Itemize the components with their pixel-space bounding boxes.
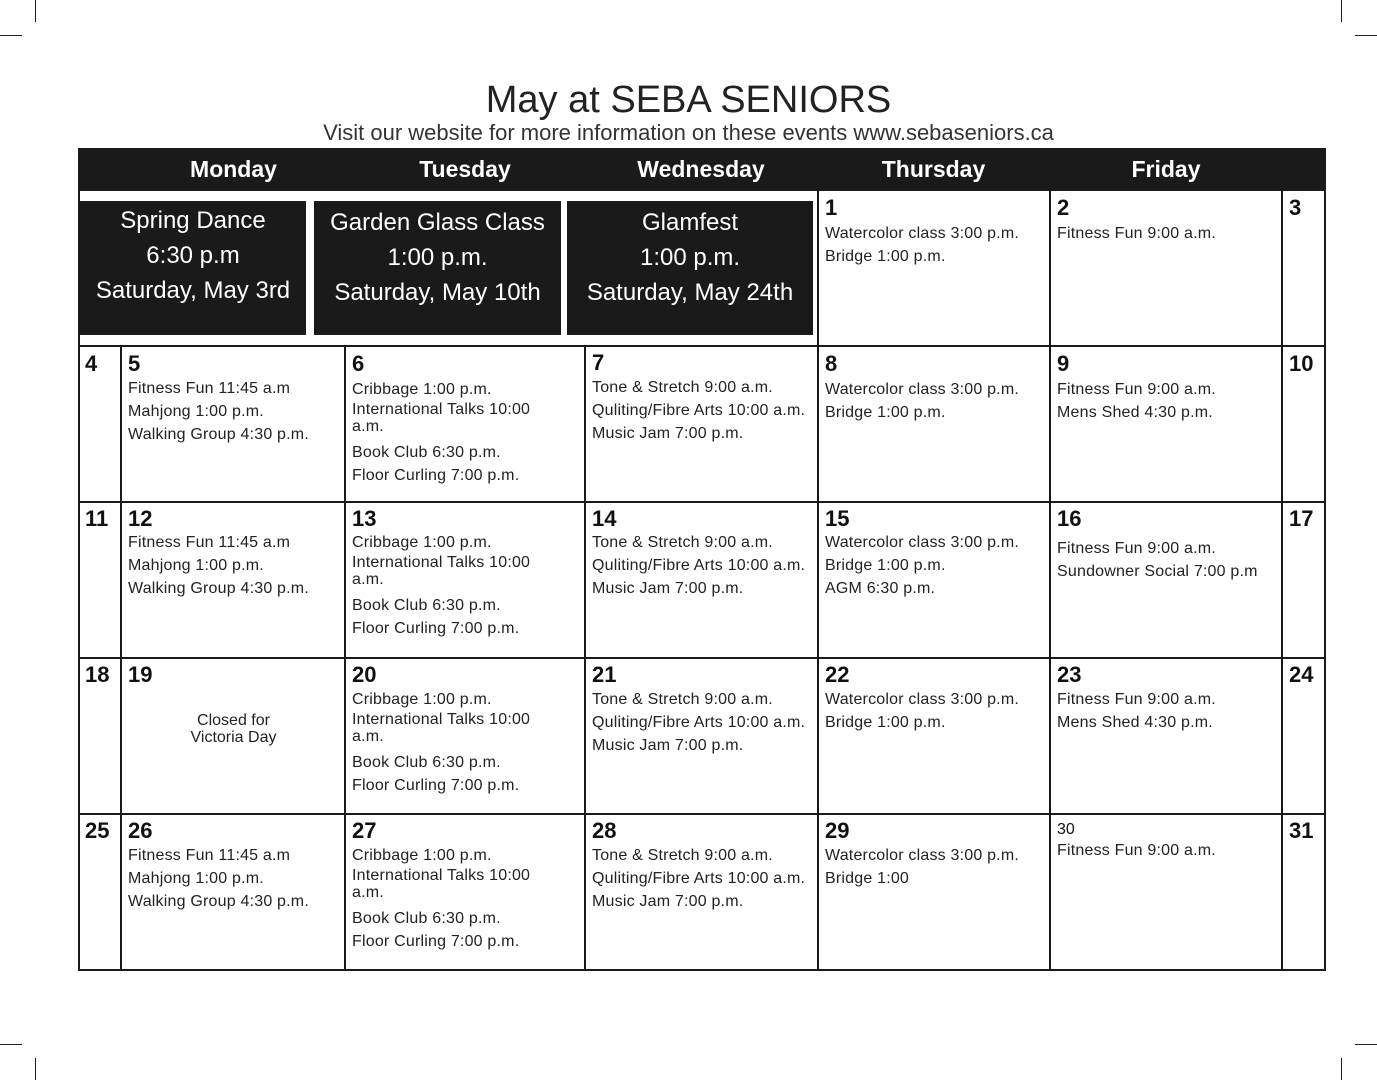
activity: Cribbage 1:00 p.m. — [352, 534, 492, 551]
day-number: 3 — [1289, 195, 1302, 220]
activity: Fitness Fun 9:00 a.m. — [1057, 842, 1216, 859]
activity-list — [1057, 222, 1216, 245]
day-number: 30 — [1057, 821, 1075, 838]
day-number: 4 — [85, 351, 98, 376]
activity-list — [128, 377, 309, 446]
activity: Walking Group 4:30 p.m. — [128, 426, 309, 443]
event-name: Glamfest — [641, 209, 739, 236]
grid-line — [78, 657, 1326, 659]
activity: Mens Shed 4:30 p.m. — [1057, 714, 1213, 731]
activity-list — [352, 531, 552, 640]
day-number: 27 — [352, 818, 377, 843]
activity-list — [1057, 839, 1216, 862]
activity-list — [825, 844, 1019, 890]
activity: Cribbage 1:00 p.m. — [352, 847, 492, 864]
activity-list — [592, 688, 805, 757]
activity: Walking Group 4:30 p.m. — [128, 580, 309, 597]
day-number: 20 — [352, 662, 377, 687]
activity: Fitness Fun 9:00 a.m. — [1057, 540, 1216, 557]
activity: Fitness Fun 11:45 a.m — [128, 847, 291, 864]
day-number: 24 — [1289, 662, 1314, 687]
activity: Watercolor class 3:00 p.m. — [825, 847, 1020, 864]
crop-mark — [0, 35, 22, 36]
activity-list — [825, 688, 1019, 734]
crop-mark — [1341, 0, 1342, 22]
day-number: 17 — [1289, 506, 1314, 531]
grid-line — [78, 501, 1326, 503]
activity: Floor Curling 7:00 p.m. — [352, 467, 520, 484]
activity: Mahjong 1:00 p.m. — [128, 403, 264, 420]
day-number: 15 — [825, 506, 850, 531]
activity: Fitness Fun 11:45 a.m — [128, 380, 291, 397]
activity: Book Club 6:30 p.m. — [352, 910, 501, 927]
page-subtitle: Visit our website for more information on these events www.sebaseniors.ca — [323, 120, 1054, 145]
activity: Quliting/Fibre Arts 10:00 a.m. — [592, 870, 806, 887]
event-time: 6:30 p.m — [146, 242, 240, 269]
activity-list — [592, 844, 805, 913]
event-date: Saturday, May 24th — [586, 279, 794, 306]
weekday-wednesday: Wednesday — [637, 156, 765, 182]
activity: Sundowner Social 7:00 p.m — [1057, 563, 1258, 580]
grid-line — [1281, 191, 1283, 971]
crop-mark — [1341, 1058, 1342, 1080]
weekday-thursday: Thursday — [881, 156, 986, 182]
crop-mark — [0, 1044, 22, 1045]
day-number: 22 — [825, 662, 850, 687]
featured-event-garden-glass — [314, 201, 561, 335]
event-time: 1:00 p.m. — [639, 244, 741, 271]
closed-notice — [122, 712, 345, 746]
day-number: 12 — [128, 506, 153, 531]
activity: International Talks 10:00 a.m. — [352, 554, 531, 588]
activity: Watercolor class 3:00 p.m. — [825, 534, 1020, 551]
activity: Bridge 1:00 p.m. — [825, 557, 946, 574]
activity: Watercolor class 3:00 p.m. — [825, 691, 1020, 708]
activity: Music Jam 7:00 p.m. — [592, 737, 744, 754]
activity: Quliting/Fibre Arts 10:00 a.m. — [592, 557, 806, 574]
activity: Tone & Stretch 9:00 a.m. — [592, 534, 773, 551]
activity-list — [825, 222, 1019, 268]
day-number: 18 — [85, 662, 110, 687]
day-number: 11 — [85, 506, 109, 531]
activity: Book Club 6:30 p.m. — [352, 444, 501, 461]
event-date: Saturday, May 10th — [334, 279, 541, 306]
page-title: May at SEBA SENIORS — [485, 79, 892, 121]
activity: Bridge 1:00 p.m. — [825, 714, 946, 731]
activity: Bridge 1:00 p.m. — [825, 404, 946, 421]
activity-list — [592, 531, 805, 600]
day-number: 9 — [1057, 351, 1070, 376]
crop-mark — [35, 1058, 36, 1080]
activity: Tone & Stretch 9:00 a.m. — [592, 691, 773, 708]
activity: Walking Group 4:30 p.m. — [128, 893, 309, 910]
day-number: 25 — [85, 818, 110, 843]
grid-line — [817, 191, 819, 971]
activity: International Talks 10:00 a.m. — [352, 867, 531, 901]
day-number: 19 — [128, 662, 153, 687]
day-number: 10 — [1289, 351, 1314, 376]
activity: Quliting/Fibre Arts 10:00 a.m. — [592, 402, 806, 419]
day-number: 5 — [128, 351, 141, 376]
featured-event-spring-dance — [80, 201, 306, 335]
activity: Watercolor class 3:00 p.m. — [825, 381, 1020, 398]
day-number: 31 — [1289, 818, 1314, 843]
activity: Mahjong 1:00 p.m. — [128, 870, 264, 887]
activity: Fitness Fun 9:00 a.m. — [1057, 225, 1216, 242]
activity: Mahjong 1:00 p.m. — [128, 557, 264, 574]
activity: Music Jam 7:00 p.m. — [592, 425, 744, 442]
day-number: 16 — [1057, 506, 1082, 531]
grid-line — [1049, 191, 1051, 971]
activity: Floor Curling 7:00 p.m. — [352, 620, 520, 637]
day-number: 13 — [352, 506, 377, 531]
day-number: 26 — [128, 818, 153, 843]
activity-list — [352, 844, 552, 953]
activity: Watercolor class 3:00 p.m. — [825, 225, 1020, 242]
grid-line — [78, 813, 1326, 815]
day-number: 14 — [592, 506, 617, 531]
activity: Floor Curling 7:00 p.m. — [352, 933, 520, 950]
activity-list — [128, 844, 309, 913]
activity: Tone & Stretch 9:00 a.m. — [592, 847, 773, 864]
activity-list — [825, 378, 1019, 424]
activity: Quliting/Fibre Arts 10:00 a.m. — [592, 714, 806, 731]
activity-list — [1057, 378, 1216, 424]
crop-mark — [35, 0, 36, 22]
activity: Bridge 1:00 p.m. — [825, 248, 946, 265]
day-number: 1 — [825, 195, 838, 220]
day-number: 29 — [825, 818, 850, 843]
day-number: 8 — [825, 351, 838, 376]
activity: Fitness Fun 11:45 a.m — [128, 534, 291, 551]
weekday-monday: Monday — [190, 156, 277, 182]
day-number: 23 — [1057, 662, 1082, 687]
activity-list — [1057, 688, 1216, 734]
weekday-tuesday: Tuesday — [419, 156, 511, 182]
activity: Tone & Stretch 9:00 a.m. — [592, 379, 773, 396]
day-number: 21 — [592, 662, 617, 687]
activity-list — [128, 531, 309, 600]
crop-mark — [1355, 1044, 1377, 1045]
day-number: 6 — [352, 351, 365, 376]
activity: Bridge 1:00 — [825, 870, 910, 887]
activity: Music Jam 7:00 p.m. — [592, 580, 744, 597]
crop-mark — [1355, 35, 1377, 36]
activity: Cribbage 1:00 p.m. — [352, 691, 492, 708]
activity: Book Club 6:30 p.m. — [352, 754, 501, 771]
activity-list — [825, 531, 1019, 600]
activity: Mens Shed 4:30 p.m. — [1057, 404, 1213, 421]
day-number: 7 — [592, 350, 605, 375]
event-name: Spring Dance — [120, 207, 266, 234]
closed-notice-line: Victoria Day — [190, 729, 277, 746]
activity: Floor Curling 7:00 p.m. — [352, 777, 520, 794]
event-time: 1:00 p.m. — [387, 244, 488, 271]
activity: Music Jam 7:00 p.m. — [592, 893, 744, 910]
activity: Book Club 6:30 p.m. — [352, 597, 501, 614]
event-date: Saturday, May 3rd — [95, 277, 291, 304]
activity: International Talks 10:00 a.m. — [352, 711, 531, 745]
day-number: 28 — [592, 818, 617, 843]
activity-list — [1057, 537, 1258, 583]
activity: Fitness Fun 9:00 a.m. — [1057, 381, 1216, 398]
grid-line — [78, 345, 1326, 347]
weekday-friday: Friday — [1131, 156, 1201, 182]
activity: Cribbage 1:00 p.m. — [352, 381, 492, 398]
featured-event-glamfest — [567, 201, 813, 335]
activity: International Talks 10:00 a.m. — [352, 401, 531, 435]
activity: Fitness Fun 9:00 a.m. — [1057, 691, 1216, 708]
activity-list — [352, 378, 552, 487]
day-number: 2 — [1057, 195, 1070, 220]
activity-list — [352, 688, 552, 797]
activity: AGM 6:30 p.m. — [825, 580, 936, 597]
closed-notice-line: Closed for — [197, 712, 270, 729]
activity-list — [592, 376, 805, 445]
event-name: Garden Glass Class — [330, 209, 545, 236]
